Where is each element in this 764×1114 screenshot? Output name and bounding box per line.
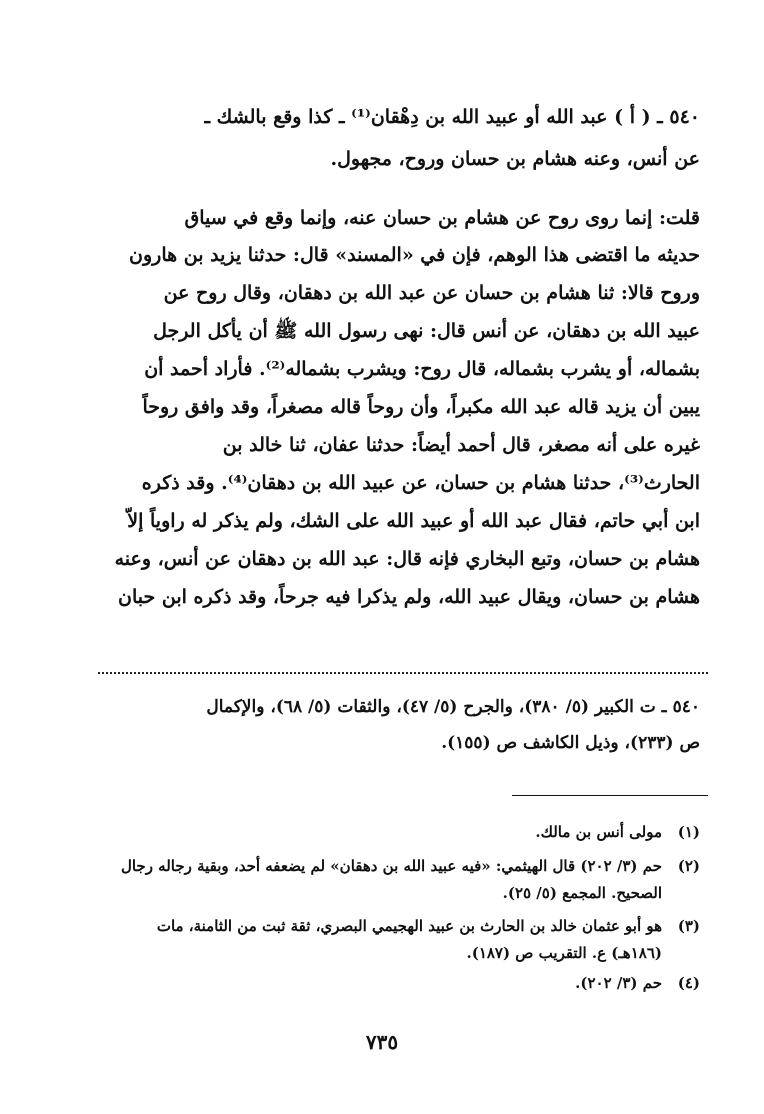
comment-line-10: هشام بن حسان، وتبع البخاري فإنه قال: عبد الله بن دهقان عن أنس، وعنه [114, 548, 700, 570]
footnote-2 [98, 852, 700, 880]
comment-line-5: بشماله، أو يشرب بشماله، قال روح: ويشرب بشماله⁽²⁾. فأراد أحمد أن [144, 358, 700, 380]
footnote-text: هو أبو عثمان خالد بن الحارث بن عبيد الهجيمي البصري، ثقة ثبت من الثامنة، مات [156, 917, 662, 935]
footnote-text: حم (٣/ ٢٠٢). [575, 974, 662, 992]
comment-line-8: الحارث⁽³⁾، حدثنا هشام بن حسان، عن عبيد الله بن دهقان⁽⁴⁾. وقد ذكره [141, 472, 700, 494]
sources-line-2: ص (٢٣٣)، وذيل الكاشف ص (١٥٥). [441, 733, 700, 753]
footnote-2-continuation: الصحيح. المجمع (٥/ ٢٥). [502, 884, 662, 902]
footnote-number: (١) [677, 823, 700, 841]
footnote-text: حم (٣/ ٢٠٢) قال الهيثمي: «فيه عبيد الله بن دهقان» لم يضعفه أحد، وبقية رجاله رجال [120, 857, 662, 875]
entry-line-2: عن أنس، وعنه هشام بن حسان وروح، مجهول. [330, 148, 700, 170]
page-number: ٧٣٥ [365, 1030, 399, 1054]
comment-line-6: يبين أن يزيد قاله عبد الله مكبراً، وأن روحاً قاله مصغراً، وقد وافق روحاً [142, 396, 700, 418]
footnote-text: مولى أنس بن مالك. [535, 823, 662, 841]
comment-line-4: عبيد الله بن دهقان، عن أنس قال: نهى رسول الله ﷺ أن يأكل الرجل [153, 320, 700, 342]
footnote-number: (٢) [677, 857, 700, 875]
footnote-number: (٣) [677, 917, 700, 935]
footnote-3-continuation: (١٨٦هـ) ع. التقريب ص (١٨٧). [466, 944, 662, 962]
footnote-rule [512, 795, 708, 796]
comment-line-7: غيره على أنه مصغر، قال أحمد أيضاً: حدثنا عفان، ثنا خالد بن [222, 434, 700, 456]
footnote-number: (٤) [677, 974, 700, 992]
dotted-separator [98, 672, 708, 674]
sources-line-1: ٥٤٠ ـ ت الكبير (٥/ ٣٨٠)، والجرح (٥/ ٤٧)، والثقات (٥/ ٦٨)، والإكمال [206, 697, 700, 717]
footnote-1 [98, 818, 700, 846]
comment-line-9: ابن أبي حاتم، فقال عبد الله أو عبيد الله على الشك، ولم يذكر له راوياً إلاّ [127, 510, 700, 532]
footnote-3 [98, 912, 700, 940]
comment-line-3: وروح قالا: ثنا هشام بن حسان عن عبد الله بن دهقان، وقال روح عن [163, 282, 700, 304]
footnote-4 [98, 969, 700, 997]
comment-line-11: هشام بن حسان، ويقال عبيد الله، ولم يذكرا فيه جرحاً، وقد ذكره ابن حبان [118, 586, 700, 608]
comment-line-1: قلت: إنما روى روح عن هشام بن حسان عنه، وإنما وقع في سياق [184, 207, 700, 229]
entry-line-1: ٥٤٠ ـ ( أ ) عبد الله أو عبيد الله بن دِهْقان⁽¹⁾ ـ كذا وقع بالشك ـ [204, 106, 700, 128]
comment-line-2: حديثه ما اقتضى هذا الوهم، فإن في «المسند» قال: حدثنا يزيد بن هارون [129, 244, 700, 266]
